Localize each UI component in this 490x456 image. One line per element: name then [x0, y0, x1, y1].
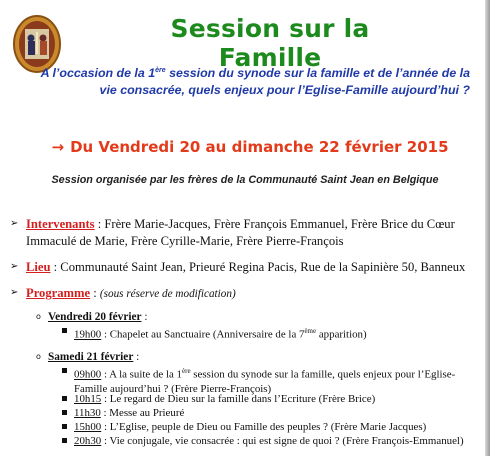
square-bullet-icon [62, 396, 67, 401]
friday-label: Vendredi 20 février [48, 311, 142, 323]
circle-bullet-icon: o [36, 312, 41, 321]
schedule-item [62, 420, 474, 434]
lieu-text: : Communauté Saint Jean, Prieuré Regina Pacis, Rue de la Sapinière 50, Banneux [50, 260, 466, 274]
circle-bullet-icon: o [36, 352, 41, 361]
schedule-superscript: ère [182, 367, 191, 375]
schedule-time: 19h00 [74, 328, 102, 341]
programme-label: Programme [26, 286, 91, 300]
intervenants-text: : Frère Marie-Jacques, Frère François Emmanuel, Frère Brice du Cœur Immaculé de Marie, Frère Cyrille-Marie, Frère Pierre-François [26, 217, 455, 248]
arrow-bullet-icon: ➢ [10, 261, 19, 272]
intervenants-item [10, 216, 480, 249]
schedule-text: : A la suite de la 1 [101, 368, 182, 381]
schedule-time: 09h00 [74, 368, 102, 381]
schedule-item [62, 324, 474, 342]
friday-colon: : [141, 311, 148, 323]
intro-part1: A l’occasion de la 1 [40, 66, 156, 81]
programme-note: (sous réserve de modification) [99, 288, 236, 300]
lieu-item [10, 259, 480, 276]
square-bullet-icon [62, 424, 67, 429]
schedule-time: 11h30 [74, 407, 101, 419]
right-arrow-icon: → [51, 138, 65, 156]
intervenants-label: Intervenants [26, 217, 95, 231]
lieu-label: Lieu [26, 260, 51, 274]
schedule-text: : L’Eglise, peuple de Dieu ou Famille des peuples ? (Frère Marie Jacques) [101, 421, 427, 433]
square-bullet-icon [62, 438, 67, 443]
friday-heading [36, 310, 476, 324]
event-dates [30, 138, 470, 156]
square-bullet-icon [62, 328, 67, 333]
schedule-item [62, 364, 474, 396]
schedule-text: : Le regard de Dieu sur la famille dans l’Ecriture (Frère Brice) [101, 393, 376, 405]
schedule-time: 15h00 [74, 421, 102, 433]
arrow-bullet-icon: ➢ [10, 218, 19, 229]
schedule-text-after: session du synode sur la famille, quels enjeux pour l’Eglise-Famille aujourd’hui ? (Frère Pierre-François) [74, 368, 456, 395]
square-bullet-icon [62, 368, 67, 373]
schedule-item [62, 406, 474, 420]
schedule-text: : Messe au Prieuré [100, 407, 185, 419]
programme-separator: : [90, 286, 100, 300]
schedule-time: 10h15 [74, 393, 102, 405]
intro-text [30, 62, 470, 99]
intro-part2: session du synode sur la famille et de l’année de la vie consacrée, quels enjeux pour l’Eglise-Famille aujourd’hui ? [99, 66, 470, 98]
organizer-line: Session organisée par les frères de la Communauté Saint Jean en Belgique [51, 174, 439, 186]
intro-superscript: ère [155, 67, 166, 74]
schedule-text: : Vie conjugale, vie consacrée : qui est signe de quoi ? (Frère François-Emmanuel) [101, 435, 464, 447]
square-bullet-icon [62, 410, 67, 415]
schedule-superscript: ème [304, 327, 317, 335]
schedule-item [62, 392, 474, 406]
schedule-item [62, 434, 474, 448]
schedule-time: 20h30 [74, 435, 102, 447]
programme-item [10, 285, 480, 303]
saturday-colon: : [133, 351, 140, 363]
saturday-label: Samedi 21 février [48, 351, 134, 363]
schedule-text: : Chapelet au Sanctuaire (Anniversaire de la 7 [101, 328, 305, 341]
schedule-text-after: apparition) [316, 328, 367, 341]
arrow-bullet-icon: ➢ [10, 287, 19, 298]
page-title: Session sur la Famille [170, 14, 370, 72]
saturday-heading [36, 350, 476, 364]
event-dates-text: Du Vendredi 20 au dimanche 22 février 2015 [70, 138, 449, 156]
page-edge-divider [485, 0, 490, 456]
